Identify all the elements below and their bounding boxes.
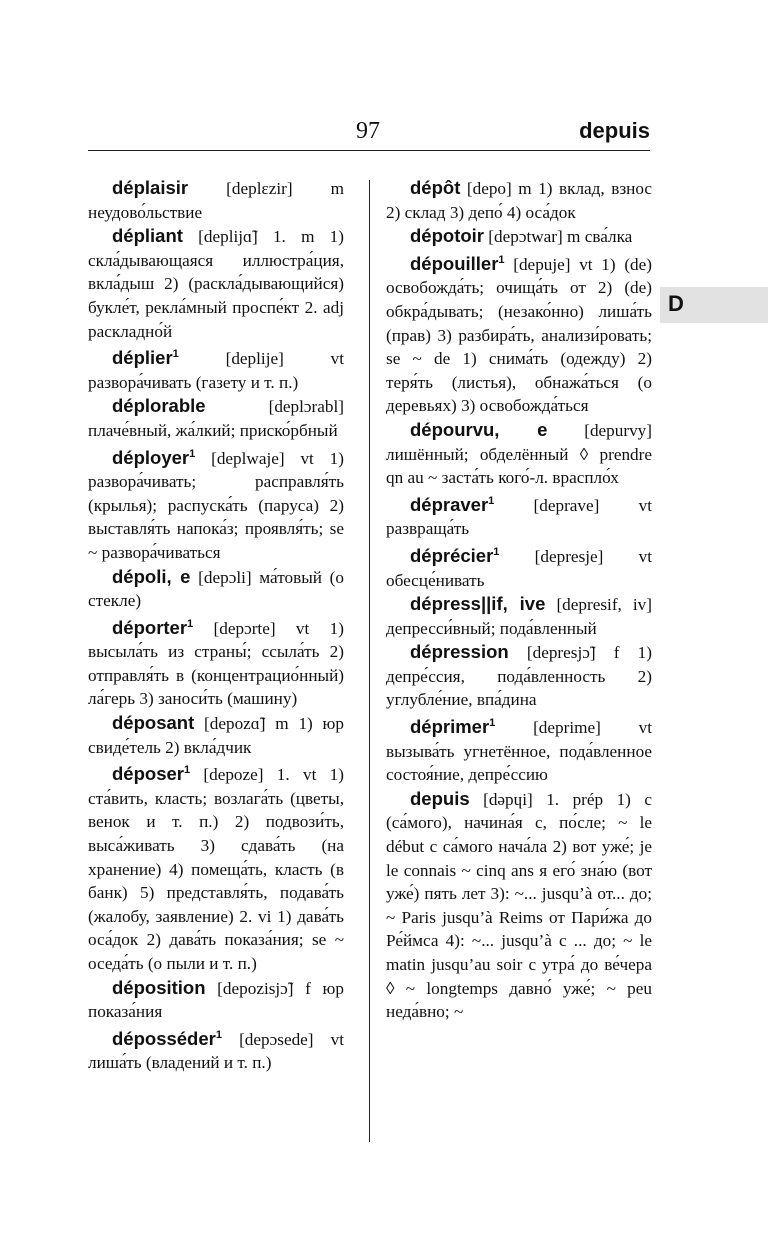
dictionary-entry	[386, 712, 652, 787]
column-divider	[369, 180, 370, 1142]
entry-definition: [deplwaje] vt 1) развора́чивать; расправля́ть (крылья); распуска́ть (паруса) 2) выставля́ть напока́з; проявля́ть; se ~ развора́чиваться	[88, 448, 344, 562]
entry-headword: dépoli, e	[112, 565, 191, 587]
entry-headword: déporter	[112, 616, 188, 638]
dictionary-entry	[386, 541, 652, 592]
dictionary-entry	[386, 640, 652, 712]
entry-headword: depuis	[410, 787, 470, 809]
dictionary-entry	[386, 224, 652, 249]
right-column	[386, 176, 652, 1024]
entry-definition: [depresjɔ̃] f 1) депре́ссия, пода́вленность 2) углубле́ние, впа́дина	[386, 643, 652, 710]
page-number: 97	[356, 118, 380, 144]
dictionary-entry	[88, 711, 344, 759]
entry-headword: dépourvu, e	[410, 418, 548, 440]
entry-definition: [depresif, iv] депресси́вный; пода́вленный	[386, 595, 652, 638]
entry-definition: [deplɛzir] m неудово́льствие	[88, 179, 344, 222]
dictionary-entry	[88, 394, 344, 442]
entry-headword: dépraver	[410, 493, 489, 515]
dictionary-entry	[386, 418, 652, 490]
dictionary-entry	[88, 224, 344, 343]
entry-headword: déposséder	[112, 1027, 216, 1049]
conjugation-superscript: 1	[187, 617, 194, 630]
conjugation-superscript: 1	[215, 1028, 222, 1041]
dictionary-entry	[386, 592, 652, 640]
conjugation-superscript: 1	[183, 764, 191, 777]
conjugation-superscript: 1	[489, 717, 496, 730]
dictionary-entry	[88, 343, 344, 394]
entry-headword: déposition	[112, 976, 206, 998]
entry-headword: dépotoir	[410, 225, 484, 247]
entry-headword: déprécier	[410, 544, 494, 566]
page-header	[88, 116, 650, 151]
dictionary-entry	[88, 613, 344, 711]
dictionary-entry	[386, 787, 652, 1024]
conjugation-superscript: 1	[493, 545, 500, 558]
conjugation-superscript: 1	[189, 447, 196, 460]
guide-word: depuis	[579, 118, 650, 143]
entry-definition: [depurvy] лишённый; обделённый ◊ prendre qn au ~ заста́ть кого́-л. враспло́х	[386, 420, 652, 488]
dictionary-entry	[88, 759, 344, 975]
entry-headword: déplier	[112, 347, 173, 369]
entry-definition: [depɔsede] vt лиша́ть (владений и т. п.)	[88, 1029, 344, 1073]
entry-definition: [depo] m 1) вклад, взнос 2) склад 3) депо́ 4) оса́док	[386, 179, 652, 222]
entry-definition: [depozɑ̃] m 1) юр свиде́тель 2) вкла́дчик	[88, 714, 344, 757]
conjugation-superscript: 1	[498, 253, 505, 266]
entry-headword: dépouiller	[410, 252, 499, 274]
entry-definition: [deplije] vt развора́чивать (газету и т. п.)	[88, 349, 344, 392]
dictionary-entry	[386, 249, 652, 418]
entry-definition: [depresje] vt обесце́нивать	[386, 546, 652, 590]
conjugation-superscript: 1	[172, 348, 179, 361]
entry-headword: déprimer	[410, 716, 490, 738]
entry-definition: [deprave] vt развраща́ть	[386, 495, 652, 539]
dictionary-entry	[88, 443, 344, 565]
dictionary-entry	[88, 565, 344, 613]
entry-definition: [deplijɑ̃] 1. m 1) скла́дывающаяся иллюстра́ция, вкла́дыш 2) (раскла́дывающийся) букле́т, рекла́мный проспе́кт 2. adj раскладно́й	[88, 227, 344, 341]
entry-headword: déplorable	[112, 395, 206, 417]
entry-headword: déposer	[112, 763, 184, 785]
thumb-index-letter: D	[668, 291, 684, 316]
dictionary-entry	[88, 1024, 344, 1075]
entry-definition: [deprime] vt вызыва́ть угнетённое, пода́вленное состоя́ние, депре́ссию	[386, 718, 652, 785]
entry-definition: [depuje] vt 1) (de) освобожда́ть; очища́ть от 2) (de) обкра́дывать; (незако́нно) лиша́ть (прав) 3) разбира́ть, анализи́ровать; se ~ de 1) снима́ть (одежду) 2) теря́ть (листья), обнажа́ться (о деревьях) 3) освобожда́ться	[386, 254, 652, 416]
entry-headword: dépress||if, ive	[410, 593, 546, 615]
entry-definition: [depozisjɔ̃] f юр показа́ния	[88, 978, 344, 1022]
entry-definition: [dəpɥi] 1. prép 1) с (са́мого), начина́я с, по́сле; ~ le début с са́мого нача́ла 2) вот уже́; je le connais ~ cinq ans я его́ зна́ю (вот уже́) пять лет 3): ~... jusqu’à от... до; ~ Paris jusqu’à Reims от Пари́жа до Ре́ймса 4): ~... jusqu’à с ... до; ~ le matin jusqu’au soir с утра́ до ве́чера ◊ ~ longtemps давно́ уже́; ~ peu неда́вно; ~	[386, 789, 652, 1022]
entry-definition: [depoze] 1. vt 1) ста́вить, класть; возлага́ть (цветы, венок и т. п.) 2) подвози́ть, выса́живать 3) сдава́ть (на хранение) 4) помеща́ть, класть (в банк) 5) представля́ть, подава́ть (жалобу, заявление) 2. vi 1) дава́ть оса́док 2) дава́ть показа́ния; se ~ оседа́ть (о пыли и т. п.)	[88, 765, 344, 973]
entry-headword: dépôt	[410, 177, 461, 198]
entry-headword: déplaisir	[112, 177, 189, 198]
entry-definition: [depɔtwar] m сва́лка	[484, 227, 633, 247]
left-column	[88, 176, 344, 1075]
entry-headword: déployer	[112, 446, 190, 468]
conjugation-superscript: 1	[488, 494, 495, 507]
entry-definition: [depɔli] ма́товый (о стекле)	[88, 567, 344, 611]
entry-headword: déposant	[112, 712, 195, 734]
dictionary-entry	[386, 490, 652, 541]
dictionary-entry	[386, 176, 652, 224]
entry-headword: dépliant	[112, 225, 183, 247]
thumb-index-tab	[660, 287, 768, 323]
dictionary-entry	[88, 976, 344, 1024]
entry-definition: [depɔrte] vt 1) высыла́ть из страны́; ссыла́ть 2) отправля́ть в (концентрацио́нный) ла́герь 3) заноси́ть (машину)	[88, 618, 344, 709]
dictionary-entry	[88, 176, 344, 224]
entry-headword: dépression	[410, 641, 509, 663]
entry-definition: [deplɔrabl] плаче́вный, жа́лкий; приско́рбный	[88, 397, 344, 440]
